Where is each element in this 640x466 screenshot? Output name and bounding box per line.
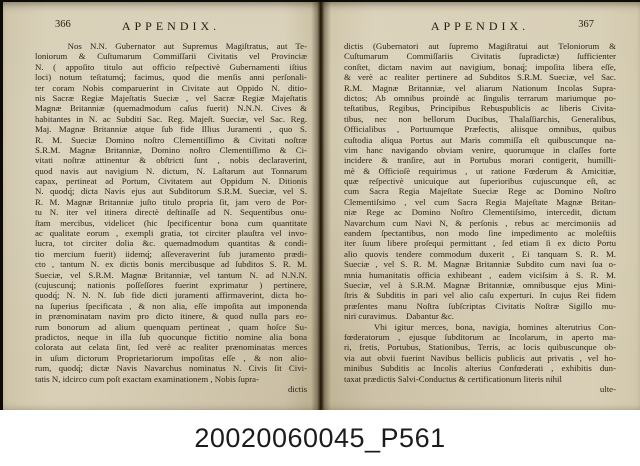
text-line: Sueciæ , vel S. R. M. Magnæ Britanniæ Subdito cum navi ſua o- [344, 259, 616, 270]
text-line: cum Sacra Regia Majeſtate Sueciæ Rege ac Domino Noſtro [344, 186, 616, 197]
text-line: pradictos, neque in illa ſub quocunque fictitio nomine alia bona [35, 331, 307, 342]
text-line: (cujuscunq́; nationis poſſeſſores fuerint exprimatur ) pertinere, [35, 279, 307, 290]
text-line: N. ( appoſito titulo aut officio reſpectivè Gubernamenti iſtius [35, 61, 307, 72]
text-line: quodq́; N. N. N. ſub fide dicti juramenti affirmaverint, dicta bo- [35, 290, 307, 301]
page-header-left [35, 14, 307, 41]
text-line: fœderatorum , ejusque ſubditorum ac Incolarum, in aperto ma- [344, 331, 616, 342]
text-line: niæ Rege ac Domino Noſtro Clementiſsimo, intercedit, dictum [344, 207, 616, 218]
page-header-right [344, 14, 616, 41]
text-line: lucra, tot circiter dolia &c. quemadmodum quantitas & condi- [35, 238, 307, 249]
text-line: dictis (Gubernatori aut ſupremo Magiſtratui aut Teloniorum & [344, 41, 616, 51]
text-line: in uſum dictorum Proprietariorum impoſitas eſſe , & non alio- [35, 352, 307, 363]
text-line: cto , tantum N. ex dictis bonis mercibusque ad ſubditos S. R. M. [35, 259, 307, 270]
text-line: incidere & tranſire, aut in Portubus morari contigerit, humilli- [344, 155, 616, 166]
text-line: dictos; Ab omnibus proindè ac ſingulis terrarum mariumque po- [344, 92, 616, 103]
text-line: cuſtodia aliqua Portus aut Maris commiſſa eſt quibuscunque na- [344, 134, 616, 145]
text-line: tatis N, idcirco cum poſt exactam examinationem , Nobis ſupra- [35, 373, 260, 384]
text-line: tibus, nec non bellorum Ducibus, Thalaſſiarchis, Generalibus, [344, 113, 616, 124]
text-line: ſtris & Subditis in pari vel alio caſu experturi. In cujus Rei fidem [344, 290, 616, 301]
text-line: minibus Subditis ac Incolis alterius Confœderati , exhibitis dun- [344, 363, 616, 374]
text-line: teſtatibus, Regibus, Principibus Rebuspublicis ac liberis Civita- [344, 103, 616, 114]
running-title-right: APPENDIX. [430, 19, 530, 33]
page-text-left [35, 41, 307, 384]
text-line: habitantes in N. ac Subditi Sac. Reg. Majeſt. Sueciæ, vel Sac. Reg. [35, 113, 307, 124]
text-line: Nos N.N. Gubernator aut Supremus Magiſtratus, aut Te- [35, 41, 307, 51]
text-line: N. quodq́; dicta Navis ejus aut Subditorum S.R.M. Sueciæ, vel S. [35, 186, 307, 197]
text-line: nis Sacræ Regiæ Majeſtatis Sueciæ , vel Sacræ Regiæ Majeſtatis [35, 92, 307, 103]
text-line: mè & Officioſè requirimus , ut ratione Fœderum & Amicitiæ, [344, 165, 616, 176]
text-line: niri curavimus. Dabantur &c. [344, 311, 454, 322]
text-line: rum, quodq́; dictæ Navis Navarchus nominatus N. Civis ſit Civi- [35, 363, 307, 374]
page-left [35, 14, 307, 394]
book-gutter [311, 2, 331, 410]
text-line: Sueciæ, vel à S.R.M. Magnæ Britanniæ, omnibusque ejus Mini- [344, 279, 616, 290]
text-line: via aut obvii fuerint Navibus bellicis publicis aut privatis , vel ho- [344, 352, 616, 363]
text-line: S.R.M. Magnæ Britanniæ, Domino noſtro Clementiſſimo & Ci- [35, 144, 307, 155]
text-line: capax, pertineat ad Portum, Civitatem aut Oppidum N. Ditionis [35, 176, 307, 187]
text-line: Sueciæ, vel S.R.M. Magnæ Britanniæ, vel tantum N. ad N.N.N. [35, 269, 307, 280]
page-text-right [344, 41, 616, 384]
running-title-left: APPENDIX. [121, 19, 221, 33]
text-line: Cuſtumarum Commiſſariis Civitatis ſupradictæ) ſufficienter [344, 51, 616, 62]
text-line: ter coram Nobis comparuerint in Civitate aut Oppido N. ditio- [35, 82, 307, 93]
text-line: Magnæ Britanniæ (quemadmodum caſus fuerit) N.N.N. Cives & [35, 103, 307, 114]
text-line: vim hanc navigando obviam venire, quorumque in claſſes forte [344, 144, 616, 155]
page-right [344, 14, 616, 394]
text-line: tio mercium fuerit) iidemq́; aſſeveraverint ſub juramento prædi- [35, 248, 307, 259]
text-line: loniorum & Cuſtumarum Commiſſarii Civitatis vel Provinciæ [35, 51, 307, 62]
text-line: R. M. Sueciæ Domino noſtro Clementiſſimo & Civitati noſtræ [35, 134, 307, 145]
text-line: Clementiſsimo , vel cum Sacra Regia Majeſtate Magnæ Britan- [344, 196, 616, 207]
text-line: loci) notum teſtatumq́; facimus, quod die menſis anni perſonali- [35, 72, 307, 83]
text-line: ri, fretis, Portubus, Stationibus, Terris, ac locis quibuscunque ob- [344, 342, 616, 353]
text-line: alio quovis tendere commodum duxerit , Ei tanquam S. R. M. [344, 248, 616, 259]
text-line: & verè ac realiter pertinere ad Subditos S.R.M. Sueciæ, vel Sac. [344, 72, 616, 83]
text-line: Navarchum cum Navi N, & perſonis , rebus ac mercimoniis ad [344, 217, 616, 228]
catchword-left: dictis [287, 383, 307, 394]
text-line: conſtet, dictam navim aut navigium, bonaq́; impoſita libera eſſe, [344, 61, 616, 72]
text-line: ac qualitate eorum , exempli gratia, tot circiter plauſtra vel invo- [35, 228, 307, 239]
caption-bar [0, 410, 640, 466]
book-spread [3, 2, 640, 410]
text-line: Officialibus , Portuumque Præfectis, aliisque omnibus, quibus [344, 124, 616, 135]
text-line: ſtam mercibus, videlicet (hic ſpecificentur bona cum quantitate [35, 217, 307, 228]
text-line: eandem ſpectantibus, non modo ſine impedimento ac moleſtiis [344, 228, 616, 239]
catchword-right: ulte- [599, 383, 616, 394]
text-line: iter ſuum libere proſequi permittant , ſed etiam ſi ex dicto Portu [344, 238, 616, 249]
text-line: mnia humanitatis officia exhibeant , eadem viciſsim à S. R. M. [344, 269, 616, 280]
text-line: in prænominatam navim pro dicto itinere, & quod nulla pars eo- [35, 311, 307, 322]
image-id-caption: 20020060045_P561 [194, 422, 446, 453]
text-line: vitati noſtræ attinentur & obſtricti ſunt , nobis declaraverint, [35, 155, 307, 166]
text-line: Maj. Magnæ Britanniæ atque ſub fide Illius Juramenti , quo S. [35, 124, 307, 135]
text-line: R.M. Magnæ Britanniæ, vel aliarum Nationum Incolas Supra- [344, 82, 616, 93]
text-line: quod navis aut navigium N. dictum, N. Laſtarum aut Tonnarum [35, 165, 307, 176]
page-number-right: 367 [578, 19, 594, 30]
text-line: tu N. iter vel itinera directè deſtinaſſe ad N. Sequentibus onu- [35, 207, 307, 218]
text-line: quæ reſpectivè unicuique aut ſuperioribus cujuscunque eſt, ac [344, 176, 616, 187]
text-line: præſentes manu Noſtra ſubſcriptas Civitatis Noſtræ Sigillo mu- [344, 300, 616, 311]
text-line: rum bonorum ad alium quenquam pertineat , quam hoſce Su- [35, 321, 307, 332]
text-line: na ſuperius ſpecificata , & non alia, eſſe impoſita aut imponenda [35, 300, 307, 311]
text-line: colorata aut celata ſint, ſed verè ac realiter prænominatas merces [35, 342, 307, 353]
text-line: taxat prædictis Salvi-Conductus & certificationum literis nihil [344, 373, 562, 384]
text-line: Vbi igitur merces, bona, navigia, homines alterutrius Con- [344, 321, 616, 332]
page-number-left: 366 [55, 19, 71, 30]
text-line: R. M. Magnæ Britanniæ juſto titulo propria ſit, jam vero de Por- [35, 196, 307, 207]
